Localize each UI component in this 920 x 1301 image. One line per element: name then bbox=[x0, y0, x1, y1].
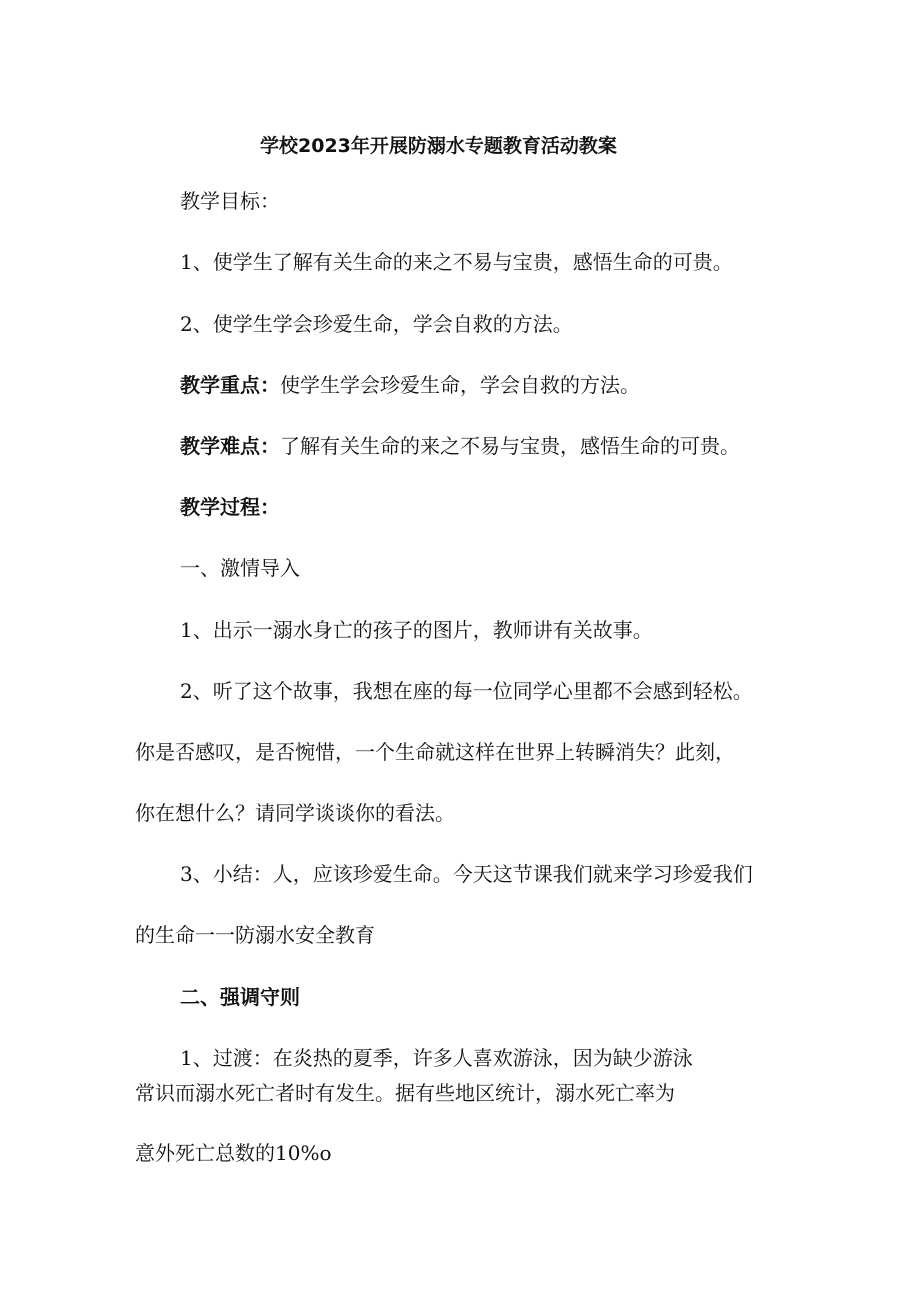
objective-2: 2、使学生学会珍爱生命，学会自救的方法。 bbox=[180, 312, 573, 336]
key-point-label: 教学重点： bbox=[180, 373, 280, 397]
objective-1: 1、使学生了解有关生命的来之不易与宝贵，感悟生命的可贵。 bbox=[180, 250, 733, 274]
key-point-text: 使学生学会珍爱生命，学会自救的方法。 bbox=[280, 373, 640, 397]
s1-item-3-line-2: 的生命一一防溺水安全教育 bbox=[135, 923, 375, 947]
s1-item-1: 1、出示一溺水身亡的孩子的图片，教师讲有关故事。 bbox=[180, 618, 653, 642]
s1-item-2-line-1: 2、听了这个故事，我想在座的每一位同学心里都不会感到轻松。 bbox=[180, 679, 753, 703]
key-point-paragraph bbox=[180, 372, 640, 398]
process-label: 教学过程： bbox=[180, 495, 280, 519]
s2-item-1-line-2: 常识而溺水死亡者时有发生。据有些地区统计，溺水死亡率为 bbox=[135, 1081, 675, 1105]
s2-item-1-line-1: 1、过渡：在炎热的夏季，许多人喜欢游泳，因为缺少游泳 bbox=[180, 1046, 693, 1070]
s1-item-2-line-2: 你是否感叹，是否惋惜，一个生命就这样在世界上转瞬消失？此刻， bbox=[135, 740, 735, 764]
section-1-heading: 一、激情导入 bbox=[180, 556, 300, 580]
s2-item-1-line-3: 意外死亡总数的10%o bbox=[135, 1141, 332, 1165]
s1-item-2-line-3: 你在想什么？请同学谈谈你的看法。 bbox=[135, 801, 455, 825]
difficulty-paragraph bbox=[180, 433, 740, 459]
section-2-heading: 二、强调守则 bbox=[180, 985, 300, 1009]
s1-item-3-line-1: 3、小结：人，应该珍爱生命。今天这节课我们就来学习珍爱我们 bbox=[180, 862, 753, 886]
difficulty-label: 教学难点： bbox=[180, 434, 280, 458]
difficulty-text: 了解有关生命的来之不易与宝贵，感悟生命的可贵。 bbox=[280, 434, 740, 458]
objectives-label: 教学目标： bbox=[180, 189, 280, 213]
document-title: 学校2023年开展防溺水专题教育活动教案 bbox=[260, 135, 617, 157]
